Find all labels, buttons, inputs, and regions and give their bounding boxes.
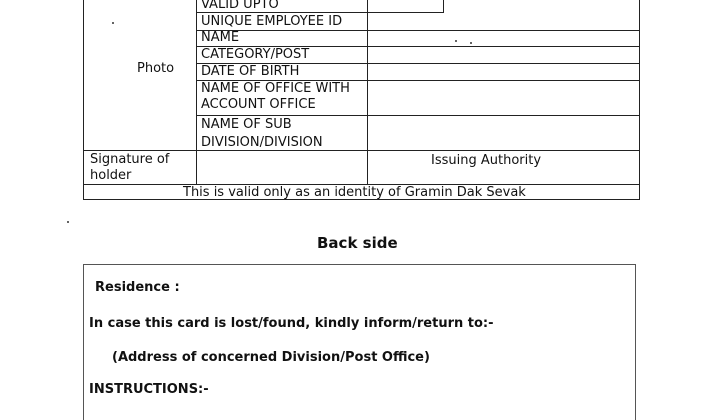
back-card-left-border bbox=[83, 264, 84, 420]
signature-label-line1: Signature of bbox=[90, 152, 170, 167]
row-line bbox=[196, 115, 639, 116]
card-left-border-lower bbox=[83, 118, 84, 200]
row-line bbox=[83, 150, 639, 151]
valid-upto-end bbox=[443, 0, 444, 12]
field-name: NAME bbox=[201, 30, 240, 45]
field-valid-upto: VALID UPTO bbox=[201, 0, 279, 12]
validity-note: This is valid only as an identity of Gramin Dak Sevak bbox=[183, 185, 526, 200]
back-card-right-border bbox=[635, 264, 636, 420]
field-division: DIVISION/DIVISION bbox=[201, 135, 323, 150]
card-right-border bbox=[639, 0, 640, 200]
row-line bbox=[196, 30, 639, 31]
field-category-post: CATEGORY/POST bbox=[201, 47, 310, 62]
speck bbox=[470, 42, 472, 44]
speck bbox=[67, 221, 69, 223]
back-card-top-border bbox=[83, 264, 636, 265]
speck bbox=[112, 22, 114, 24]
speck bbox=[455, 40, 457, 42]
field-unique-employee-id: UNIQUE EMPLOYEE ID bbox=[201, 14, 343, 29]
photo-label: Photo bbox=[137, 61, 175, 76]
label-column-divider bbox=[367, 0, 368, 184]
back-side-heading: Back side bbox=[317, 234, 398, 252]
instructions-heading: INSTRUCTIONS:- bbox=[89, 382, 209, 397]
residence-label: Residence : bbox=[95, 280, 180, 295]
field-name-of-sub: NAME OF SUB bbox=[201, 117, 292, 132]
field-account-office: ACCOUNT OFFICE bbox=[201, 97, 316, 112]
row-line bbox=[196, 12, 444, 13]
photo-column-divider bbox=[196, 0, 197, 184]
field-date-of-birth: DATE OF BIRTH bbox=[201, 64, 300, 79]
card-left-border bbox=[83, 0, 84, 118]
field-name-of-office: NAME OF OFFICE WITH bbox=[201, 81, 350, 96]
address-placeholder: (Address of concerned Division/Post Office) bbox=[112, 350, 430, 365]
issuing-authority: Issuing Authority bbox=[431, 153, 542, 168]
signature-label-line2: holder bbox=[90, 168, 132, 183]
lost-found-text: In case this card is lost/found, kindly inform/return to:- bbox=[89, 316, 494, 331]
